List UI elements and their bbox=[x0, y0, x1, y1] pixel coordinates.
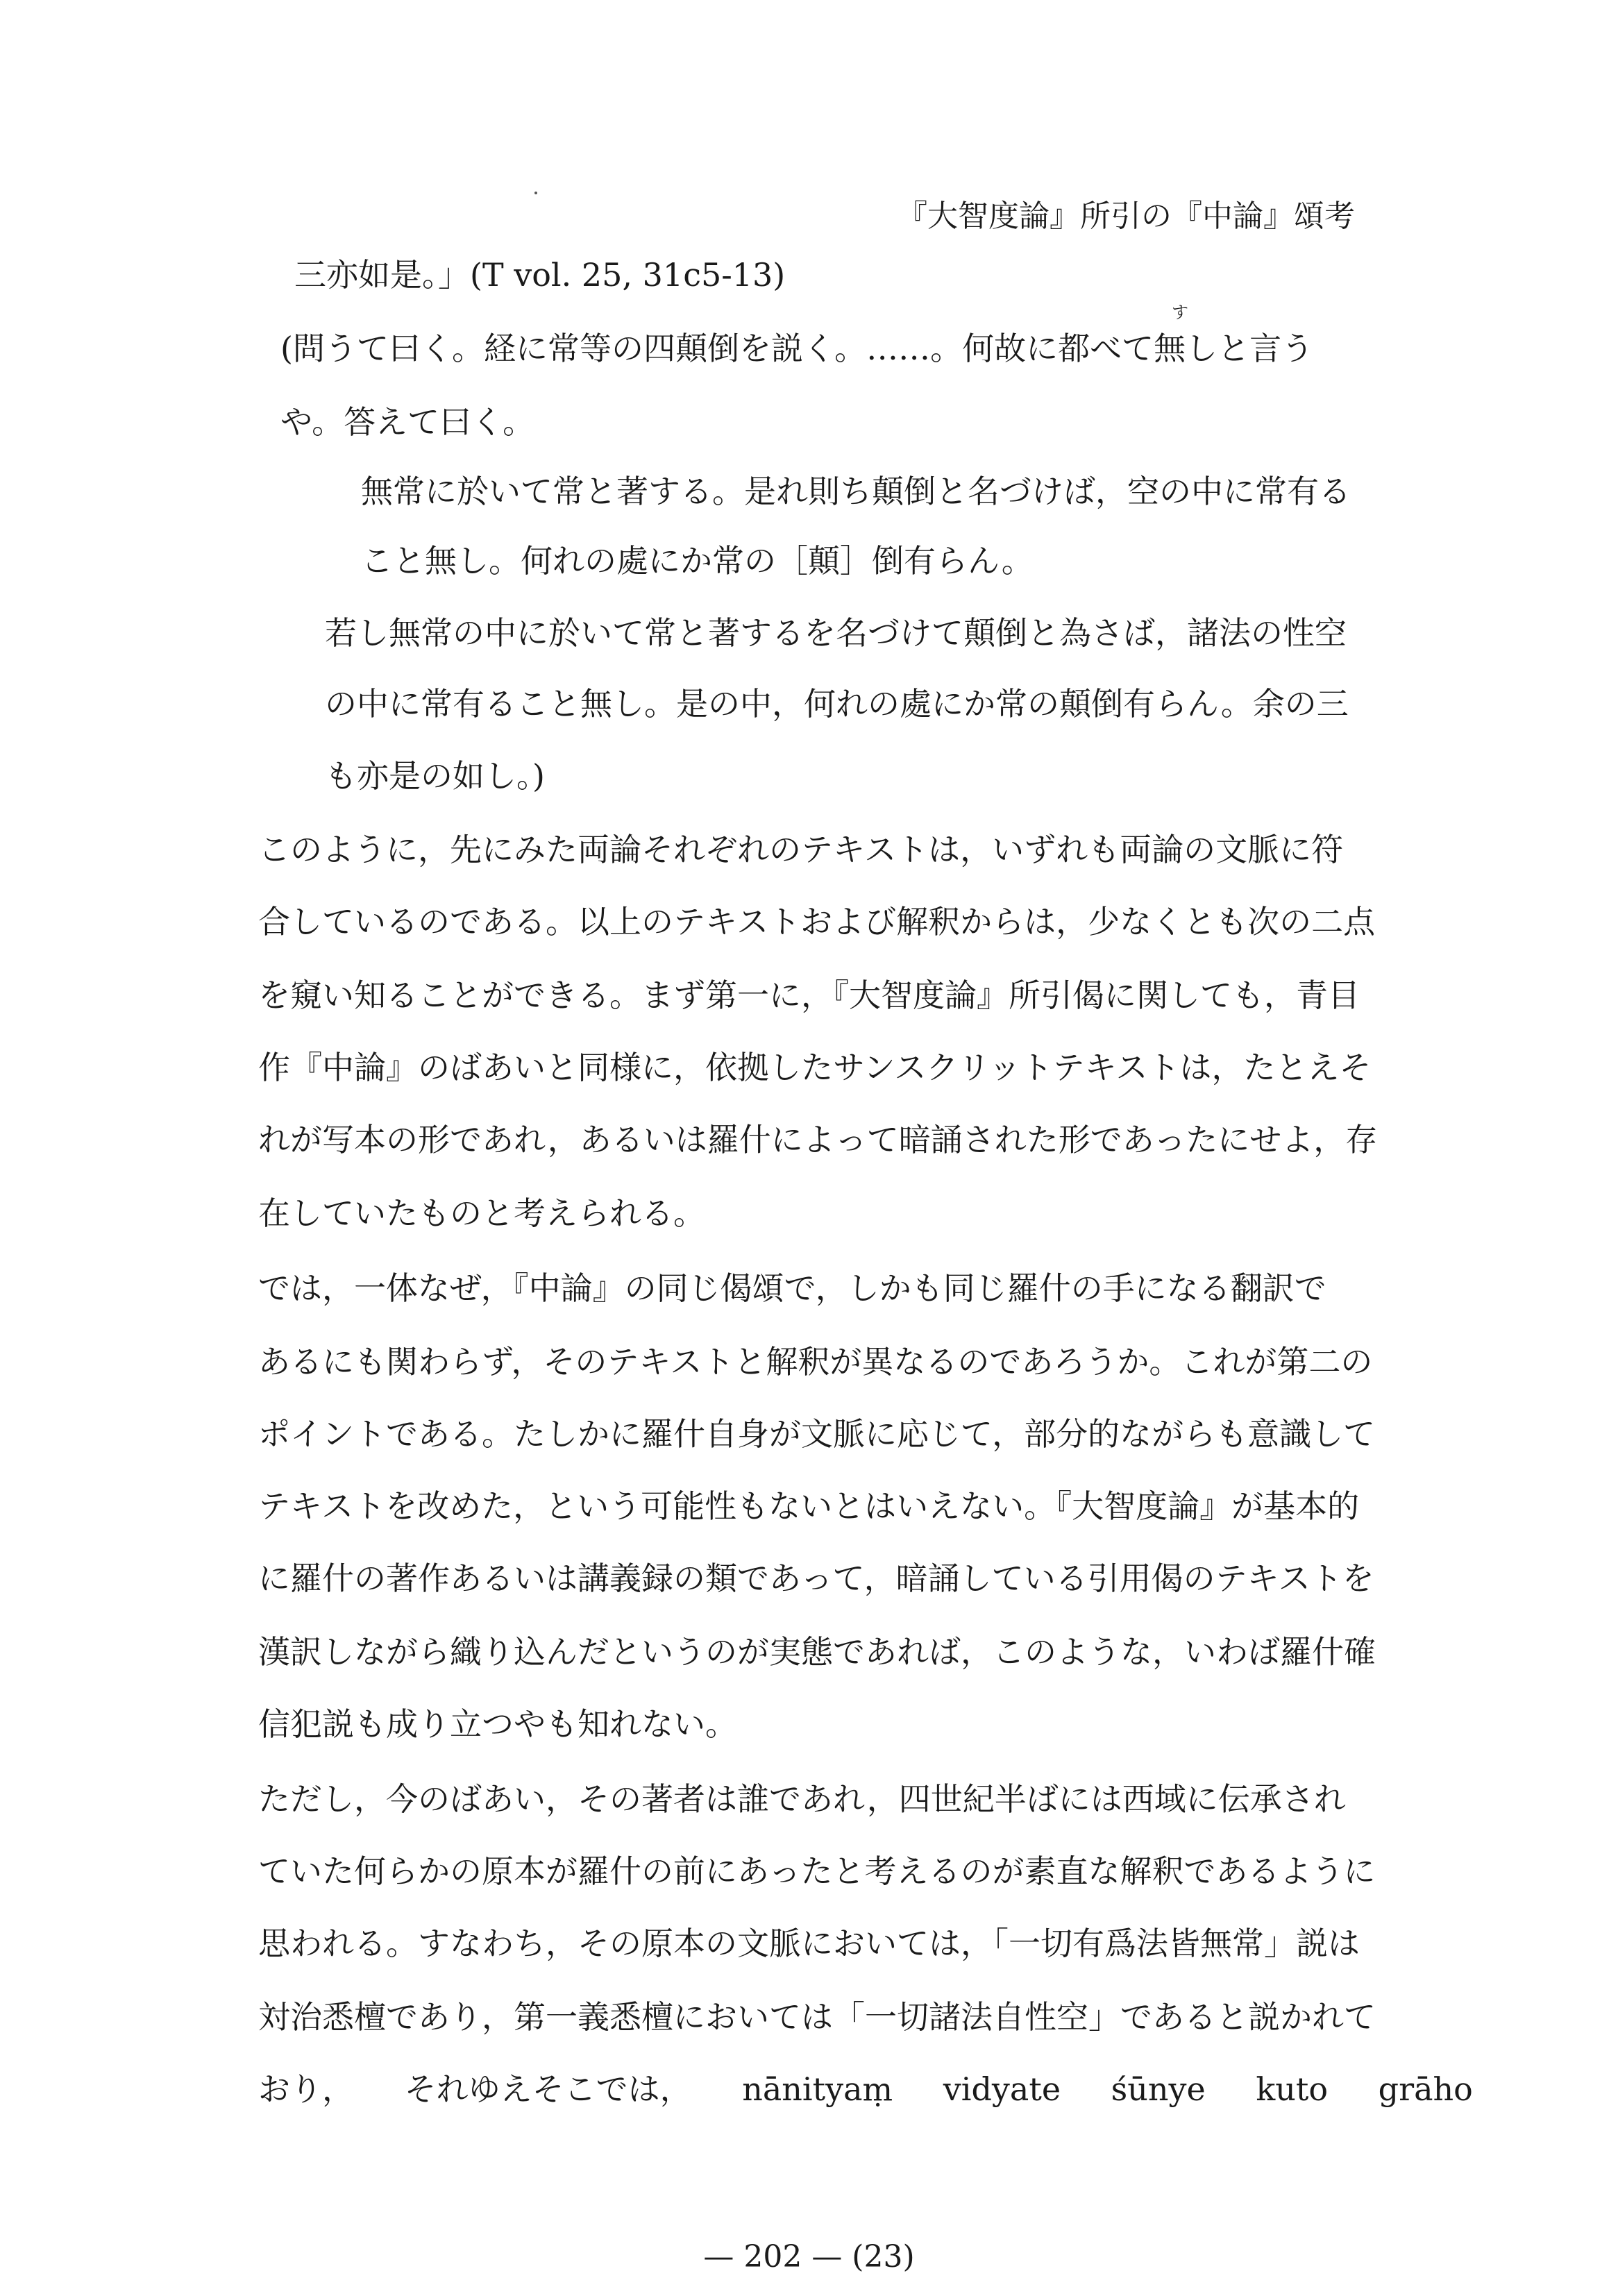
text-line: 対治悉檀であり，第一義悉檀においては「一切諸法自性空」であると説かれて bbox=[258, 1998, 1376, 2036]
text-line: (問うて曰く。経に常等の四顛倒を説く。……。何故に都べて無しと言う bbox=[280, 330, 1314, 367]
text-line: 若し無常の中に於いて常と著するを名づけて顛倒と為さば，諸法の性空 bbox=[325, 614, 1347, 652]
text-line: あるにも関わらず，そのテキストと解釈が異なるのであろうか。これが第二の bbox=[258, 1343, 1373, 1381]
ruby-reading: す bbox=[1172, 303, 1188, 322]
text-line: も亦是の如し。) bbox=[325, 757, 545, 795]
text-line: テキストを改めた，という可能性もないとはいえない。『大智度論』が基本的 bbox=[258, 1487, 1360, 1525]
page-number: — 202 — (23) bbox=[703, 2239, 915, 2274]
text-line: ただし，今のばあい，その著者は誰であれ，四世紀半ばには西域に伝承され bbox=[258, 1780, 1346, 1818]
text-line: の中に常有ること無し。是の中，何れの處にか常の顛倒有らん。余の三 bbox=[325, 685, 1349, 723]
text-line: では，一体なぜ，『中論』の同じ偈頌で，しかも同じ羅什の手になる翻訳で bbox=[258, 1269, 1326, 1307]
text-line: 信犯説も成り立つやも知れない。 bbox=[258, 1705, 737, 1743]
text-line: おり， それゆえそこでは， nānityaṃ vidyate śūnye kuto grāho bbox=[258, 2070, 1473, 2108]
text-line: を窺い知ることができる。まず第一に，『大智度論』所引偈に関しても，青目 bbox=[258, 977, 1360, 1014]
text-line: こと無し。何れの處にか常の［顛］倒有らん。 bbox=[361, 542, 1034, 580]
stray-dot bbox=[534, 192, 537, 194]
text-line: に羅什の著作あるいは講義録の類であって，暗誦している引用偈のテキストを bbox=[258, 1560, 1374, 1597]
running-title: 『大智度論』所引の『中論』頌考 bbox=[897, 199, 1355, 234]
text-line: このように，先にみた両論それぞれのテキストは，いずれも両論の文脈に符 bbox=[258, 831, 1344, 868]
text-line: 思われる。すなわち，その原本の文脈においては，「一切有爲法皆無常」説は bbox=[258, 1925, 1360, 1962]
text-line: 無常に於いて常と著する。是れ則ち顛倒と名づけば，空の中に常有る bbox=[361, 473, 1351, 510]
text-line: や。答えて曰く。 bbox=[280, 403, 535, 441]
text-line: 漢訳しながら織り込んだというのが実態であれば，このような，いわば羅什確 bbox=[258, 1633, 1376, 1671]
text-line: れが写本の形であれ，あるいは羅什によって暗誦された形であったにせよ，存 bbox=[258, 1121, 1378, 1158]
text-line: 作『中論』のばあいと同様に，依拠したサンスクリットテキストは，たとえそ bbox=[258, 1049, 1372, 1086]
text-line: 在していたものと考えられる。 bbox=[258, 1195, 705, 1232]
text-line: ポイントである。たしかに羅什自身が文脈に応じて，部分的ながらも意識して bbox=[258, 1415, 1376, 1453]
text-line: ていた何らかの原本が羅什の前にあったと考えるのが素直な解釈であるように bbox=[258, 1852, 1376, 1890]
text-line: 合しているのである。以上のテキストおよび解釈からは，少なくとも次の二点 bbox=[258, 903, 1376, 940]
text-line: 三亦如是。」(T vol. 25, 31c5-13) bbox=[294, 256, 786, 294]
